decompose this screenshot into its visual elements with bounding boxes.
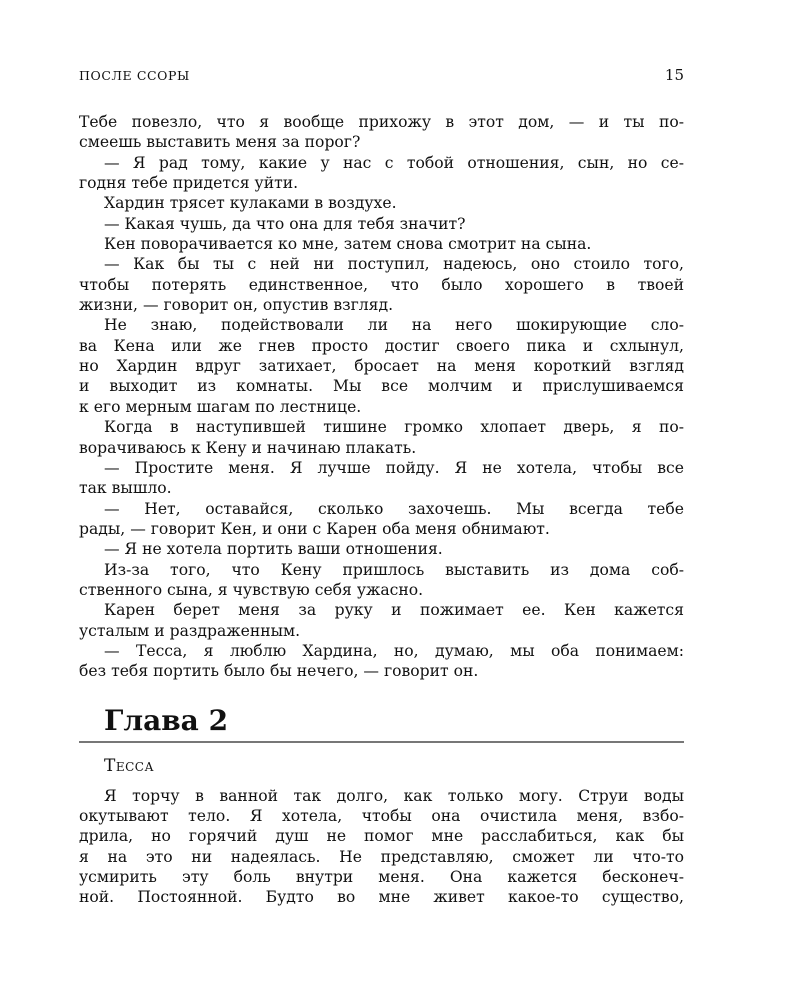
- text-line: усмирить эту боль внутри меня. Она кажется бесконеч-: [79, 868, 684, 886]
- text-line: — Нет, оставайся, сколько захочешь. Мы всегда тебе: [104, 499, 684, 518]
- text-line: без тебя портить было бы нечего, — говорит он.: [79, 662, 479, 681]
- book-page: [79, 66, 684, 908]
- chapter-pov: Тесса: [104, 755, 155, 776]
- text-line: дрила, но горячий душ не помог мне расслабиться, как бы: [79, 827, 684, 846]
- chapter-body-text: [79, 786, 684, 908]
- text-line: рады, — говорит Кен, и они с Карен оба меня обнимают.: [79, 519, 550, 538]
- text-line: Хардин трясет кулаками в воздухе.: [104, 194, 397, 213]
- text-line: Кен поворачивается ко мне, затем снова смотрит на сына.: [104, 235, 592, 254]
- chapter-title: Глава 2: [104, 703, 229, 737]
- text-line: ва Кена или же гнев просто достиг своего пика и схлынул,: [79, 336, 684, 355]
- text-line: — Я рад тому, какие у нас с тобой отношения, сын, но се-: [104, 153, 684, 172]
- text-line: ственного сына, я чувствую себя ужасно.: [79, 580, 424, 599]
- text-line: — Какая чушь, да что она для тебя значит?: [104, 214, 466, 233]
- running-title: ПОСЛЕ ССОРЫ: [79, 68, 190, 83]
- text-line: ворачиваюсь к Кену и начинаю плакать.: [79, 438, 417, 457]
- text-line: к его мерным шагам по лестнице.: [79, 397, 362, 416]
- text-line: так вышло.: [79, 479, 172, 498]
- text-line: — Тесса, я люблю Хардина, но, думаю, мы оба понимаем:: [104, 641, 684, 660]
- text-line: Из-за того, что Кену пришлось выставить из дома соб-: [104, 560, 684, 579]
- page-header: [79, 66, 684, 90]
- text-line: ной. Постоянной. Будто во мне живет какое-то существо,: [79, 888, 684, 907]
- text-line: годня тебе придется уйти.: [79, 174, 299, 193]
- text-line: усталым и раздраженным.: [79, 621, 301, 640]
- body-text: [79, 112, 684, 682]
- text-line: Тебе повезло, что я вообще прихожу в этот дом, — и ты по-: [79, 113, 684, 131]
- text-line: Не знаю, подействовали ли на него шокирующие сло-: [104, 316, 684, 335]
- text-line: Когда в наступившей тишине громко хлопает дверь, я по-: [104, 418, 684, 437]
- text-line: Я торчу в ванной так долго, как только могу. Струи воды: [104, 786, 684, 805]
- text-line: чтобы потерять единственное, что было хорошего в твоей: [79, 275, 684, 294]
- text-line: и выходит из комнаты. Мы все молчим и прислушиваемся: [79, 377, 684, 396]
- page-number: 15: [664, 66, 684, 84]
- text-line: но Хардин вдруг затихает, бросает на меня короткий взгляд: [79, 357, 684, 376]
- text-line: я на это ни надеялась. Не представляю, сможет ли что-то: [79, 847, 684, 866]
- text-line: жизни, — говорит он, опустив взгляд.: [79, 296, 394, 315]
- text-line: — Я не хотела портить ваши отношения.: [104, 540, 443, 559]
- text-line: Карен берет меня за руку и пожимает ее. Кен кажется: [104, 601, 684, 620]
- text-line: — Как бы ты с ней ни поступил, надеюсь, оно стоило того,: [104, 255, 684, 274]
- chapter-rule: [79, 741, 684, 743]
- text-line: смеешь выставить меня за порог?: [79, 133, 361, 152]
- text-line: окутывают тело. Я хотела, чтобы она очистила меня, взбо-: [79, 806, 684, 825]
- text-line: — Простите меня. Я лучше пойду. Я не хотела, чтобы все: [104, 458, 684, 477]
